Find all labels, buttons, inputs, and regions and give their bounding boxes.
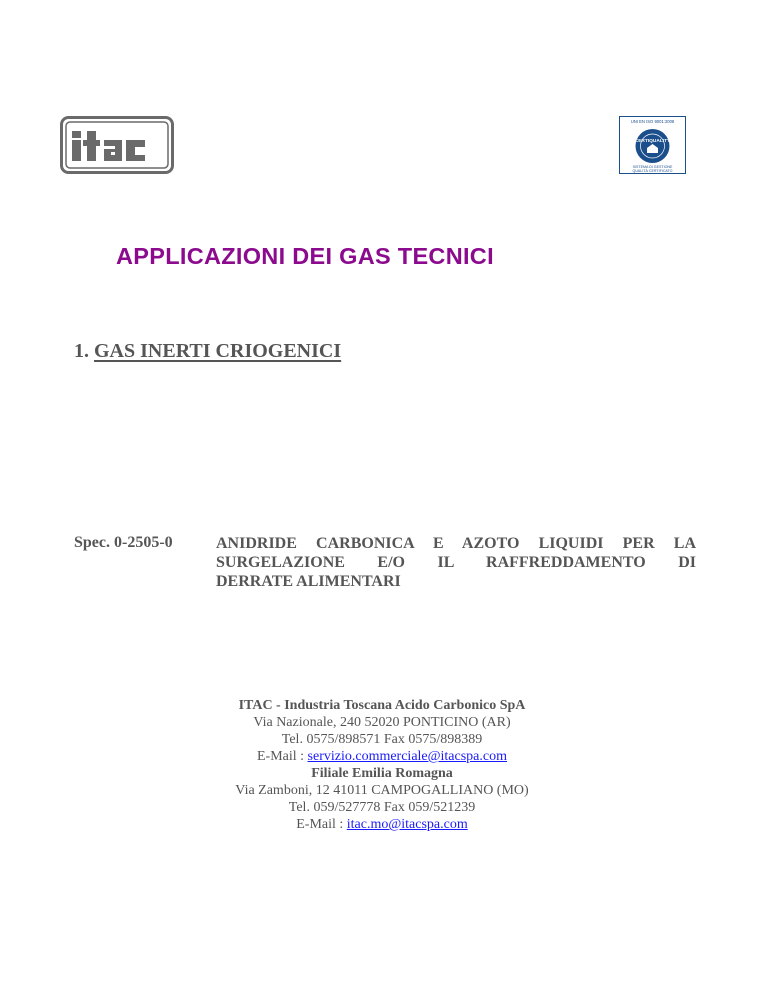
company-name: ITAC - Industria Toscana Acido Carbonico SpA bbox=[238, 698, 526, 713]
company-address: Via Nazionale, 240 52020 PONTICINO (AR) bbox=[253, 715, 511, 730]
document-title: APPLICAZIONI DEI GAS TECNICI bbox=[116, 243, 494, 269]
company-email-label: E-Mail : bbox=[256, 749, 308, 764]
spec-line-3: DERRATE ALIMENTARI bbox=[216, 573, 401, 590]
branch-email-label: E-Mail : bbox=[296, 817, 347, 832]
branch-address: Via Zamboni, 12 41011 CAMPOGALLIANO (MO) bbox=[235, 783, 529, 798]
certiquality-badge-graphic bbox=[619, 116, 686, 174]
branch-email-link[interactable]: itac.mo@itacspa.com bbox=[346, 817, 468, 832]
cert-brand-text: CERTIQUALITY bbox=[634, 139, 671, 144]
cert-bottom-text-2: QUALITÀ CERTIFICATO bbox=[632, 169, 673, 173]
section-number: 1. bbox=[74, 340, 89, 362]
branch-phone: Tel. 059/527778 Fax 059/521239 bbox=[288, 800, 476, 815]
company-email-line bbox=[200, 748, 564, 765]
company-phone: Tel. 0575/898571 Fax 0575/898389 bbox=[281, 732, 483, 747]
cert-bottom-text-1: SISTEMA DI GESTIONE bbox=[632, 165, 673, 169]
spec-line-1: ANIDRIDE CARBONICA E AZOTO LIQUIDI PER LA bbox=[216, 535, 696, 552]
itac-logo bbox=[60, 116, 174, 174]
cert-top-text: UNI EN ISO 9001:2008 bbox=[630, 119, 675, 124]
branch-name: Filiale Emilia Romagna bbox=[311, 766, 453, 781]
itac-logo-graphic bbox=[60, 116, 174, 174]
contact-block bbox=[200, 697, 564, 833]
company-email-link[interactable]: servizio.commerciale@itacspa.com bbox=[307, 749, 508, 764]
spec-description bbox=[216, 534, 696, 591]
spec-code: Spec. 0-2505-0 bbox=[74, 534, 173, 551]
spec-line-2: SURGELAZIONE E/O IL RAFFREDDAMENTO DI bbox=[216, 554, 696, 571]
section-title: GAS INERTI CRIOGENICI bbox=[94, 340, 342, 362]
branch-email-line bbox=[200, 816, 564, 833]
certiquality-badge bbox=[619, 116, 686, 174]
section-heading bbox=[74, 340, 341, 363]
